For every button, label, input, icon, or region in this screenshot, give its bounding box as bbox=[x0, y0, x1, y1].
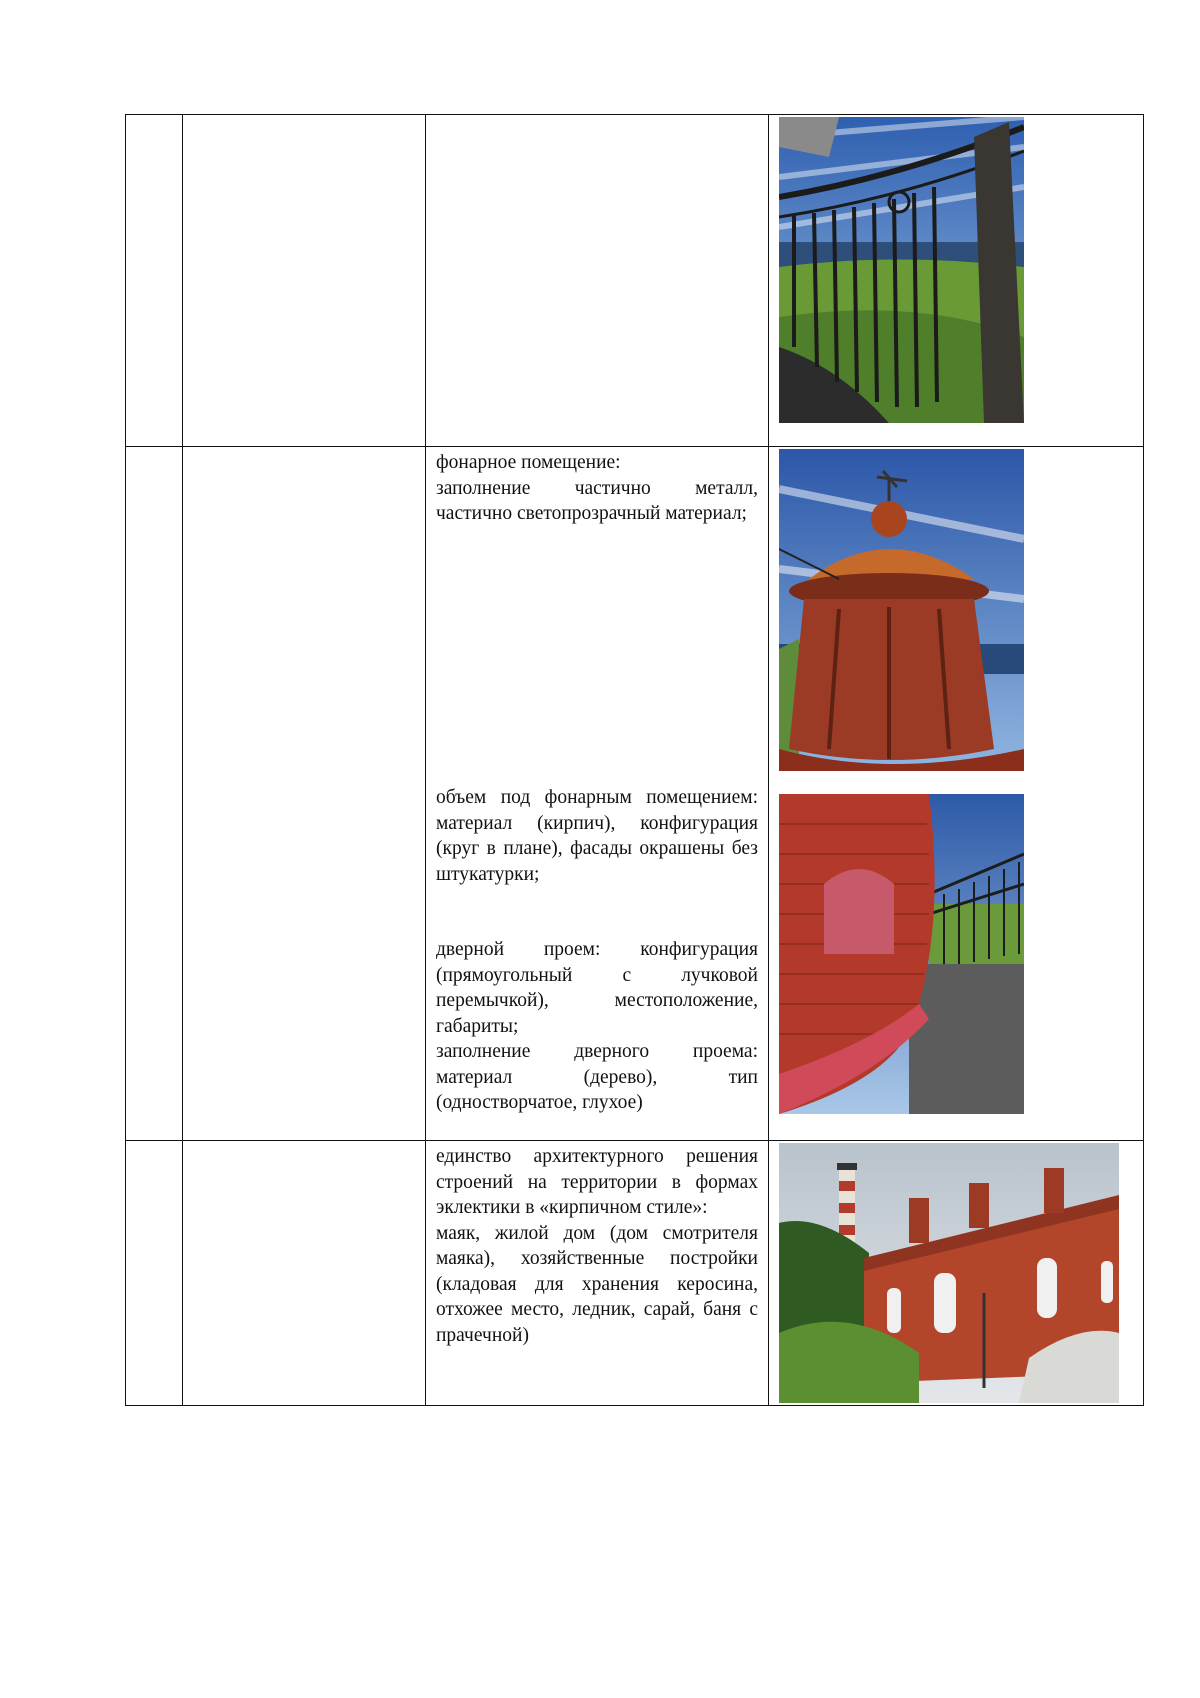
photo-cell bbox=[769, 1141, 1144, 1406]
number-cell bbox=[126, 115, 183, 447]
paragraph: заполнение частично металл, частично светопрозрачный материал; bbox=[436, 477, 758, 524]
name-cell bbox=[183, 1141, 426, 1406]
description-cell bbox=[426, 447, 769, 1141]
keeper-house-photo bbox=[779, 1143, 1119, 1403]
number-cell bbox=[126, 447, 183, 1141]
document-table bbox=[125, 114, 1144, 1406]
table-row bbox=[126, 1141, 1144, 1406]
paragraph: фонарное помещение: bbox=[436, 452, 621, 473]
number-cell bbox=[126, 1141, 183, 1406]
brick-wall-photo bbox=[779, 794, 1024, 1114]
paragraph: маяк, жилой дом (дом смотрителя маяка), хозяйственные постройки (кладовая для хранения керосина, отхожее место, ледник, сарай, баня с прачечной) bbox=[436, 1222, 758, 1346]
description-cell bbox=[426, 1141, 769, 1406]
description-cell bbox=[426, 115, 769, 447]
table-row bbox=[126, 115, 1144, 447]
name-cell bbox=[183, 115, 426, 447]
photo-cell bbox=[769, 115, 1144, 447]
lantern-dome-photo bbox=[779, 449, 1024, 771]
door-text bbox=[436, 937, 758, 1116]
ensemble-text bbox=[436, 1144, 758, 1348]
name-cell bbox=[183, 447, 426, 1141]
railing-photo bbox=[779, 117, 1024, 423]
paragraph: заполнение дверного проема: материал (дерево), тип (одностворчатое, глухое) bbox=[436, 1041, 758, 1113]
paragraph: объем под фонарным помещением: материал (кирпич), конфигурация (круг в плане), фасады окрашены без штукатурки; bbox=[436, 787, 758, 885]
paragraph: единство архитектурного решения строений на территории в формах эклектики в «кирпичном стиле»: bbox=[436, 1146, 758, 1218]
photo-cell bbox=[769, 447, 1144, 1141]
lantern-room-text bbox=[436, 450, 758, 527]
table-row bbox=[126, 447, 1144, 1141]
volume-text bbox=[436, 785, 758, 887]
paragraph: дверной проем: конфигурация (прямоугольный с лучковой перемычкой), местоположение, габариты; bbox=[436, 939, 758, 1037]
